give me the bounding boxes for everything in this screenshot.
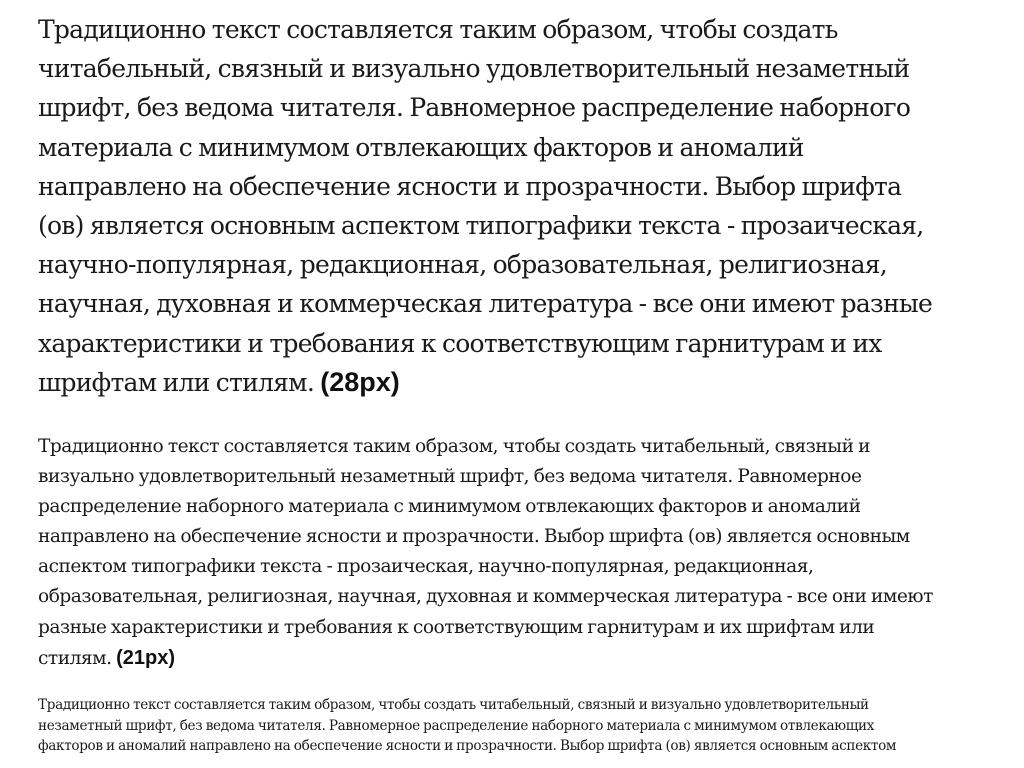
sample-line-text: стилям. <box>38 647 112 669</box>
sample-line: аспектом типографики текста - прозаическая, научно-популярная, редакционная, <box>38 556 814 578</box>
sample-line: материала с минимумом отвлекающих факторов и аномалий <box>38 132 804 162</box>
sample-line: Традиционно текст составляется таким образом, чтобы создать читабельный, связный и визуально удовлетворительный <box>38 697 869 713</box>
sample-paragraph-small <box>38 695 896 757</box>
sample-paragraph-28px <box>38 10 932 402</box>
sample-line: характеристики и требования к соответствующим гарнитурам и их <box>38 328 882 358</box>
sample-line: распределение наборного материала с минимумом отвлекающих факторов и аномалий <box>38 496 861 518</box>
size-label-28px: (28px) <box>320 366 400 397</box>
sample-line: факторов и аномалий направлено на обеспечение ясности и прозрачности. Выбор шрифта (ов) является основным аспектом <box>38 738 897 754</box>
sample-paragraph-21px <box>38 432 933 674</box>
sample-line-text: шрифтам или стилям. <box>38 367 315 397</box>
sample-line: направлено на обеспечение ясности и прозрачности. Выбор шрифта (ов) является основным <box>38 526 910 548</box>
sample-line: визуально удовлетворительный незаметный шрифт, без ведома читателя. Равномерное <box>38 466 862 488</box>
sample-line: образовательная, религиозная, научная, духовная и коммерческая литература - все они имеют <box>38 586 933 608</box>
sample-line-last <box>38 363 932 402</box>
sample-line: (ов) является основным аспектом типографики текста - прозаическая, <box>38 211 924 241</box>
sample-line: научная, духовная и коммерческая литература - все они имеют разные <box>38 289 933 319</box>
sample-line: Традиционно текст составляется таким образом, чтобы создать читабельный, связный и <box>38 436 871 457</box>
sample-line: направлено на обеспечение ясности и прозрачности. Выбор шрифта <box>38 171 902 201</box>
size-label-21px: (21px) <box>116 646 176 669</box>
sample-line: Традиционно текст составляется таким образом, чтобы создать <box>38 15 838 44</box>
sample-line: читабельный, связный и визуально удовлетворительный незаметный <box>38 54 910 84</box>
sample-line-last <box>38 643 933 674</box>
sample-line: незаметный шрифт, без ведома читателя. Равномерное распределение наборного материала с минимумом отвлекающих <box>38 717 875 734</box>
sample-line: шрифт, без ведома читателя. Равномерное распределение наборного <box>38 93 911 123</box>
sample-line: разные характеристики и требования к соответствующим гарнитурам и их шрифтам или <box>38 616 875 638</box>
sample-line: научно-популярная, редакционная, образовательная, религиозная, <box>38 250 887 280</box>
